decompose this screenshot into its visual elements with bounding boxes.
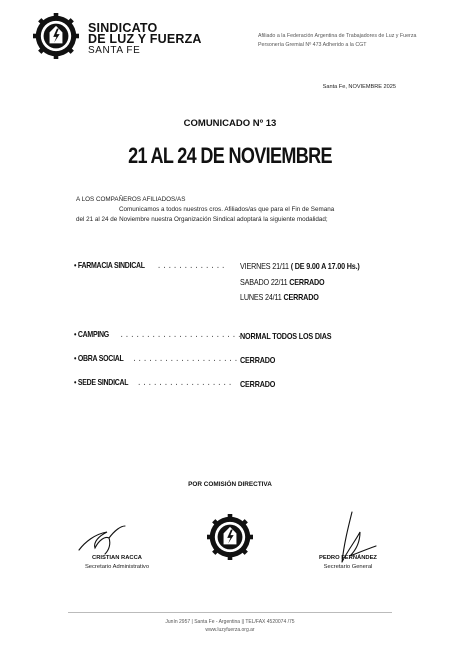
item-label: • CAMPING — [74, 330, 109, 339]
signature-role-left: Secretario Administrativo — [84, 564, 150, 570]
org-name-line2: DE LUZ Y FUERZA — [88, 32, 202, 46]
farmacia-value-3 — [240, 292, 319, 302]
value-prefix: VIERNES 21/11 — [240, 261, 291, 271]
signature-left — [75, 520, 145, 556]
value-bold: CERRADO — [240, 379, 276, 389]
union-logo-seal — [207, 514, 253, 560]
footer-address: Junín 2957 | Santa Fe - Argentina || TEL/FAX 4520074 /75 — [165, 619, 295, 625]
footer-website[interactable]: www.luzyfuerza.org.ar — [205, 627, 255, 633]
signature-right — [330, 510, 380, 570]
page-title: 21 AL 24 DE NOVIEMBRE — [128, 143, 332, 168]
item-label: • FARMACIA SINDICAL — [74, 261, 145, 270]
affiliation-line1: Afiliado a la Federación Argentina de Trabajadores de Luz y Fuerza — [258, 33, 417, 39]
sede-sindical-value — [240, 379, 275, 389]
item-farmacia — [74, 261, 225, 270]
farmacia-value-1 — [240, 261, 360, 271]
value-bold: NORMAL TODOS LOS DIAS — [240, 331, 332, 341]
value-bold: ( DE 9.00 A 17.00 Hs.) — [290, 261, 360, 271]
greeting: A LOS COMPAÑEROS AFILIADOS/AS — [76, 196, 186, 203]
value-prefix: SABADO 22/11 — [240, 277, 290, 287]
item-camping — [74, 330, 241, 339]
leader-dots: . . . . . . . . . . . . . . . . . . — [138, 380, 232, 387]
item-label: • SEDE SINDICAL — [74, 378, 129, 387]
value-bold: CERRADO — [289, 277, 325, 287]
camping-value — [240, 331, 331, 341]
org-name-line3: SANTA FE — [88, 45, 141, 56]
value-prefix: LUNES 24/11 — [240, 292, 284, 302]
item-obra-social — [74, 354, 238, 363]
value-bold: CERRADO — [240, 355, 276, 365]
document-date: Santa Fe, NOVIEMBRE 2025 — [322, 84, 396, 90]
por-comision-directiva: POR COMISIÓN DIRECTIVA — [188, 481, 272, 488]
union-logo — [33, 13, 79, 59]
obra-social-value — [240, 355, 275, 365]
value-bold: CERRADO — [283, 292, 319, 302]
item-label: • OBRA SOCIAL — [74, 354, 124, 363]
signature-name-right: PEDRO FERNÁNDEZ — [319, 555, 377, 561]
body-line2: del 21 al 24 de Noviembre nuestra Organización Sindical adoptará la siguiente modalidad; — [76, 216, 328, 223]
org-name — [88, 23, 202, 56]
comunicado-number: COMUNICADO Nº 13 — [183, 118, 277, 129]
affiliation-line2: Personería Gremial Nº 473 Adherido a la CGT — [258, 42, 367, 48]
affiliation-text — [258, 32, 416, 50]
leader-dots: . . . . . . . . . . . . . — [158, 263, 226, 270]
signature-role-right: Secretario General — [323, 564, 373, 570]
body-line1: Comunicamos a todos nuestros cros. Afiliados/as que para el Fin de Semana — [119, 206, 335, 213]
leader-dots: . . . . . . . . . . . . . . . . . . . . — [133, 356, 238, 363]
body-text — [76, 195, 396, 225]
footer — [0, 618, 460, 634]
farmacia-value-2 — [240, 277, 324, 287]
org-name-line1: SINDICATO — [88, 21, 158, 35]
signature-name-left: CRISTIAN RACCA — [92, 555, 142, 561]
item-sede-sindical — [74, 378, 232, 387]
leader-dots: . . . . . . . . . . . . . . . . . . . . . . . — [120, 332, 242, 339]
footer-divider — [68, 612, 392, 613]
